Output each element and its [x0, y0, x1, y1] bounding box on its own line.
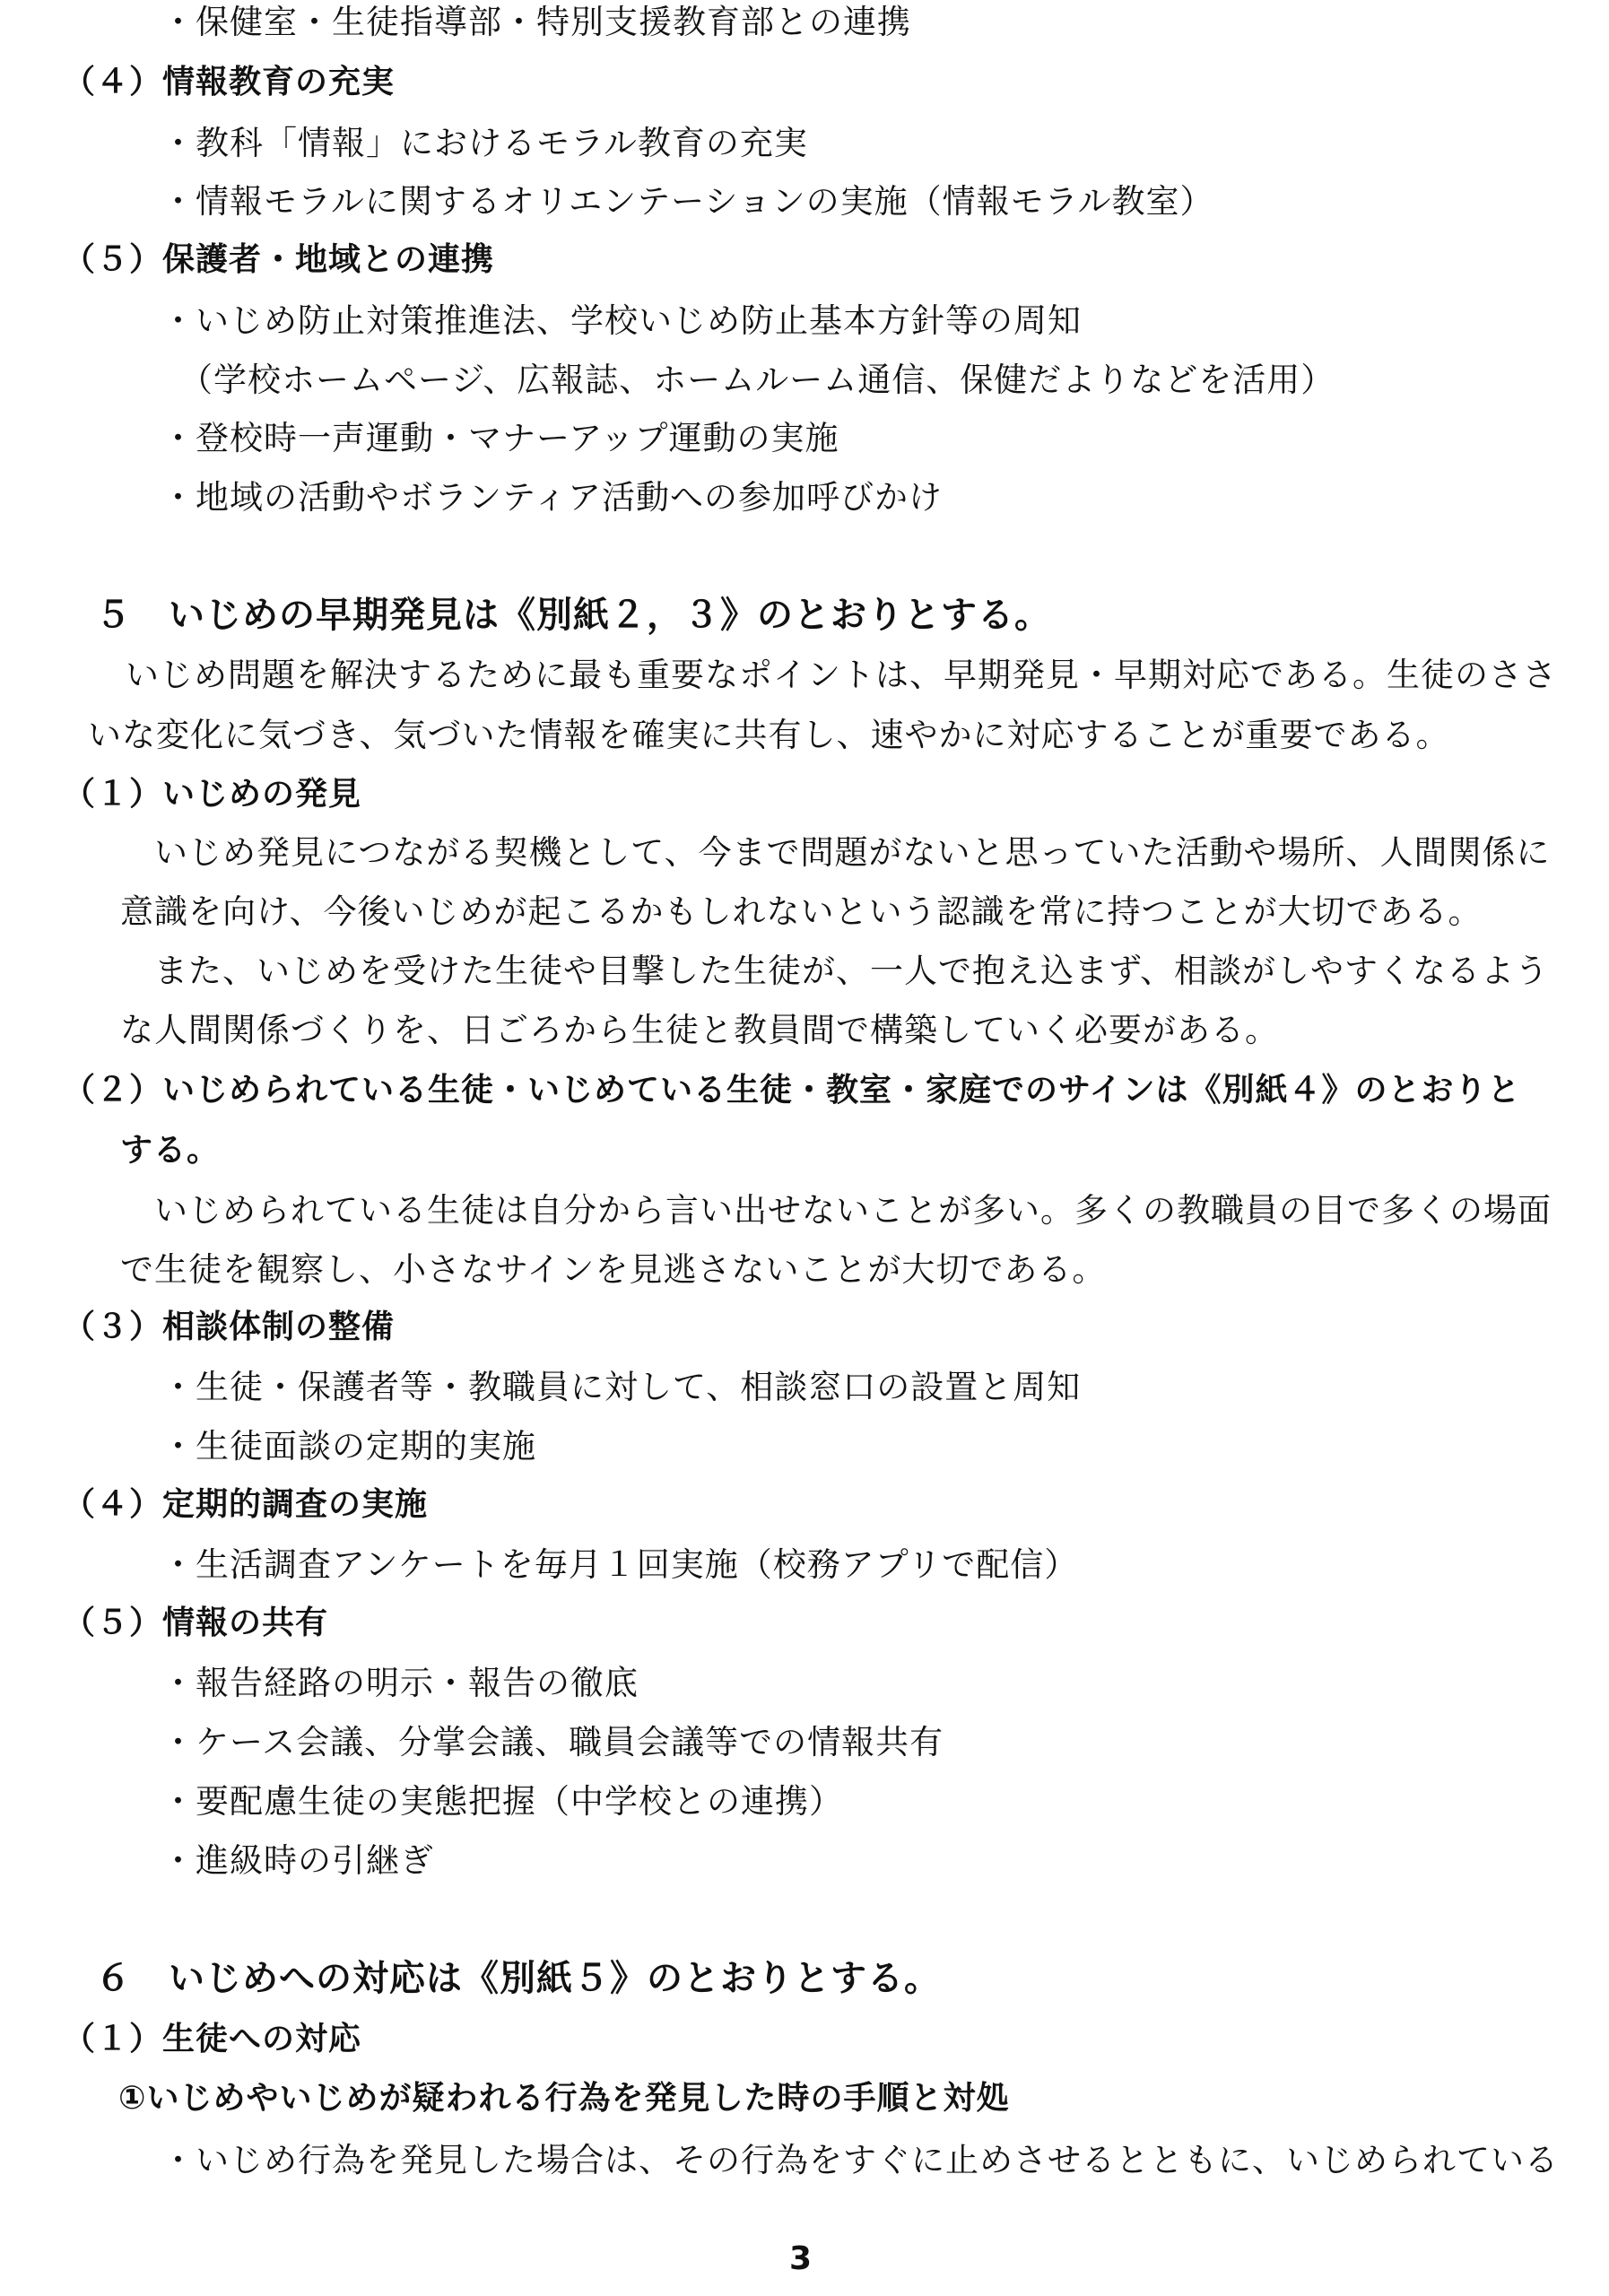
item-heading: ①いじめやいじめが疑われる行為を発見した時の手順と対処	[118, 2080, 1010, 2117]
bullet-line: ・情報モラルに関するオリエンテーションの実施（情報モラル教室）	[161, 182, 1214, 221]
body-line: いじめられている生徒は自分から言い出せないことが多い。多くの教職員の目で多くの場面	[154, 1191, 1552, 1230]
bullet-line: ・要配慮生徒の実態把握（中学校との連携）	[161, 1782, 843, 1821]
body-line: （学校ホームページ、広報誌、ホームルーム通信、保健だよりなどを活用）	[179, 361, 1335, 399]
page-number: 3	[789, 2240, 813, 2277]
body-line: で生徒を観察し、小さなサインを見逃さないことが大切である。	[120, 1250, 1107, 1289]
subsection-heading: （３）相談体制の整備	[63, 1309, 396, 1345]
subsection-heading-continued: する。	[120, 1132, 221, 1169]
bullet-line: ・生活調査アンケートを毎月１回実施（校務アプリで配信）	[161, 1545, 1079, 1584]
body-line: 意識を向け、今後いじめが起こるかもしれないという認識を常に持つことが大切である。	[120, 892, 1483, 931]
body-line: また、いじめを受けた生徒や目撃した生徒が、一人で抱え込まず、相談がしやすくなるよう	[154, 952, 1550, 990]
subsection-heading: （４）定期的調査の実施	[63, 1486, 429, 1523]
bullet-line: ・報告経路の明示・報告の徹底	[161, 1664, 639, 1702]
subsection-heading: （５）保護者・地域との連携	[63, 241, 495, 278]
subsection-heading: （１）いじめの発見	[63, 776, 362, 813]
subsection-heading: （４）情報教育の充実	[63, 64, 396, 100]
body-line: な人間関係づくりを、日ごろから生徒と教員間で構築していく必要がある。	[120, 1011, 1279, 1049]
bullet-line: ・生徒面談の定期的実施	[161, 1427, 536, 1465]
subsection-heading: （１）生徒への対応	[63, 2021, 362, 2057]
section-heading: ６ いじめへの対応は《別紙５》のとおりとする。	[95, 1958, 941, 1999]
subsection-heading: （２）いじめられている生徒・いじめている生徒・教室・家庭でのサインは《別紙４》のとおりと	[63, 1072, 1521, 1109]
section-heading: ５ いじめの早期発見は《別紙２，３》のとおりとする。	[95, 595, 1051, 636]
bullet-line: ・地域の活動やボランティア活動への参加呼びかけ	[161, 478, 944, 517]
subsection-heading: （５）情報の共有	[63, 1605, 329, 1641]
body-line: いじめ問題を解決するために最も重要なポイントは、早期発見・早期対応である。生徒のささ	[126, 656, 1557, 694]
bullet-line: ・教科「情報」におけるモラル教育の充実	[161, 124, 808, 162]
body-line: いじめ発見につながる契機として、今まで問題がないと思っていた活動や場所、人間関係に	[154, 833, 1551, 872]
bullet-line: ・保健室・生徒指導部・特別支援教育部との連携	[161, 3, 911, 41]
bullet-line: ・登校時一声運動・マナーアップ運動の実施	[161, 419, 839, 457]
bullet-line: ・生徒・保護者等・教職員に対して、相談窓口の設置と周知	[161, 1368, 1082, 1406]
bullet-line: ・いじめ防止対策推進法、学校いじめ防止基本方針等の周知	[161, 301, 1082, 340]
body-line: いな変化に気づき、気づいた情報を確実に共有し、速やかに対応することが重要である。	[88, 716, 1450, 754]
bullet-line: ・進級時の引継ぎ	[161, 1841, 434, 1880]
bullet-line: ・いじめ行為を発見した場合は、その行為をすぐに止めさせるとともに、いじめられている	[161, 2141, 1559, 2179]
bullet-line: ・ケース会議、分掌会議、職員会議等での情報共有	[161, 1723, 944, 1761]
